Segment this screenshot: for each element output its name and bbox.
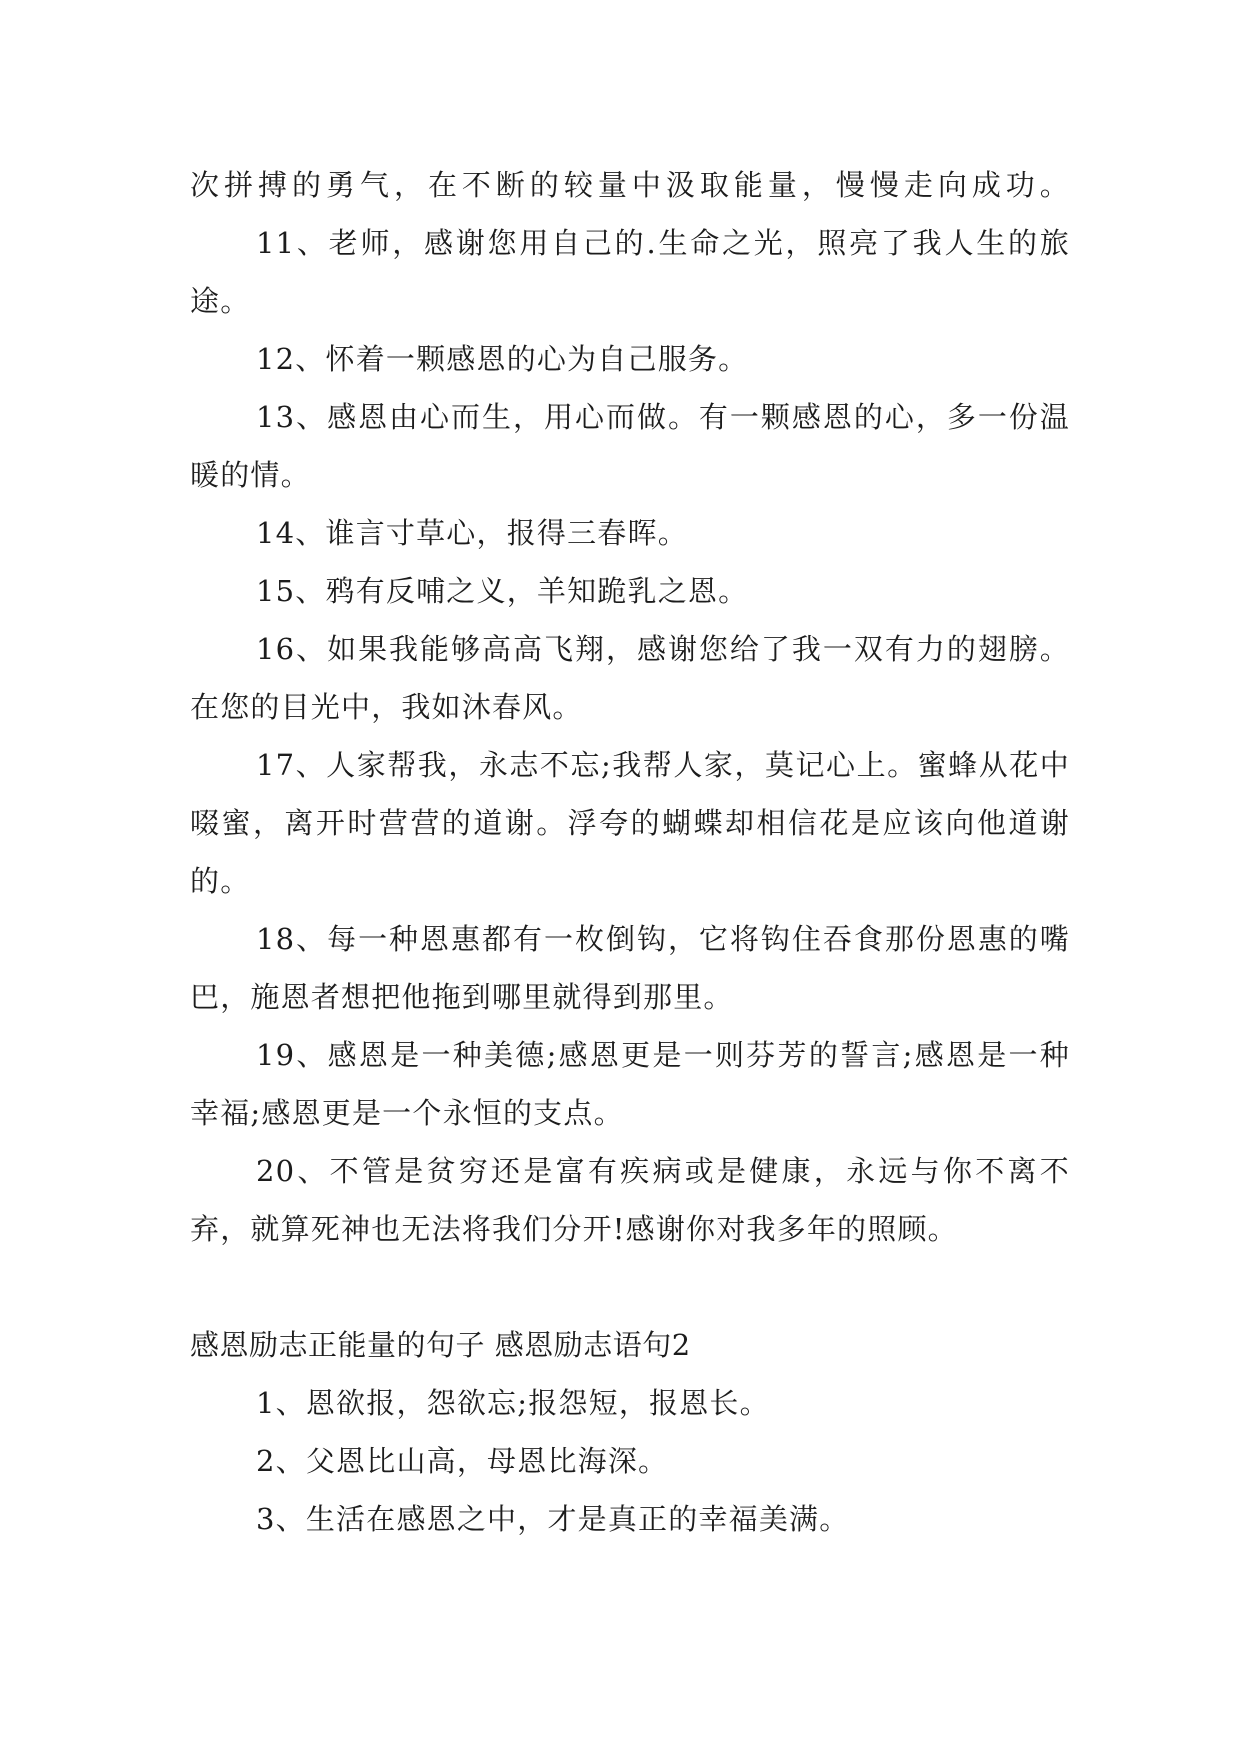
section-heading: 感恩励志正能量的句子 感恩励志语句2 [190, 1328, 691, 1362]
quote-item-12: 12、怀着一颗感恩的心为自己服务。 [256, 342, 749, 376]
quote-item-16: 16、如果我能够高高飞翔，感谢您给了我一双有力的翅膀。在您的目光中，我如沐春风。 [190, 632, 1070, 724]
quote-item-2: 2、父恩比山高，母恩比海深。 [256, 1444, 669, 1478]
quote-item-14: 14、谁言寸草心，报得三春晖。 [256, 516, 688, 550]
quote-item-15: 15、鸦有反哺之义，羊知跪乳之恩。 [256, 574, 749, 608]
document-page [190, 156, 1070, 1548]
quote-list-part1 [190, 214, 1070, 1258]
quote-item-17: 17、人家帮我，永志不忘;我帮人家，莫记心上。蜜蜂从花中啜蜜，离开时营营的道谢。浮夸的蝴蝶却相信花是应该向他道谢的。 [190, 748, 1070, 898]
quote-list-part2 [190, 1374, 1070, 1548]
continuation-paragraph: 次拼搏的勇气，在不断的较量中汲取能量，慢慢走向成功。 [190, 168, 1070, 202]
quote-item-3: 3、生活在感恩之中，才是真正的幸福美满。 [256, 1502, 850, 1536]
quote-item-13: 13、感恩由心而生，用心而做。有一颗感恩的心，多一份温暖的情。 [190, 400, 1070, 492]
quote-item-19: 19、感恩是一种美德;感恩更是一则芬芳的誓言;感恩是一种幸福;感恩更是一个永恒的支点。 [190, 1038, 1070, 1130]
quote-item-18: 18、每一种恩惠都有一枚倒钩，它将钩住吞食那份恩惠的嘴巴，施恩者想把他拖到哪里就得到那里。 [190, 922, 1070, 1014]
quote-item-11: 11、老师，感谢您用自己的.生命之光，照亮了我人生的旅途。 [190, 226, 1070, 318]
quote-item-20: 20、不管是贫穷还是富有疾病或是健康，永远与你不离不弃，就算死神也无法将我们分开!感谢你对我多年的照顾。 [190, 1154, 1070, 1246]
quote-item-1: 1、恩欲报，怨欲忘;报怨短，报恩长。 [256, 1386, 770, 1420]
